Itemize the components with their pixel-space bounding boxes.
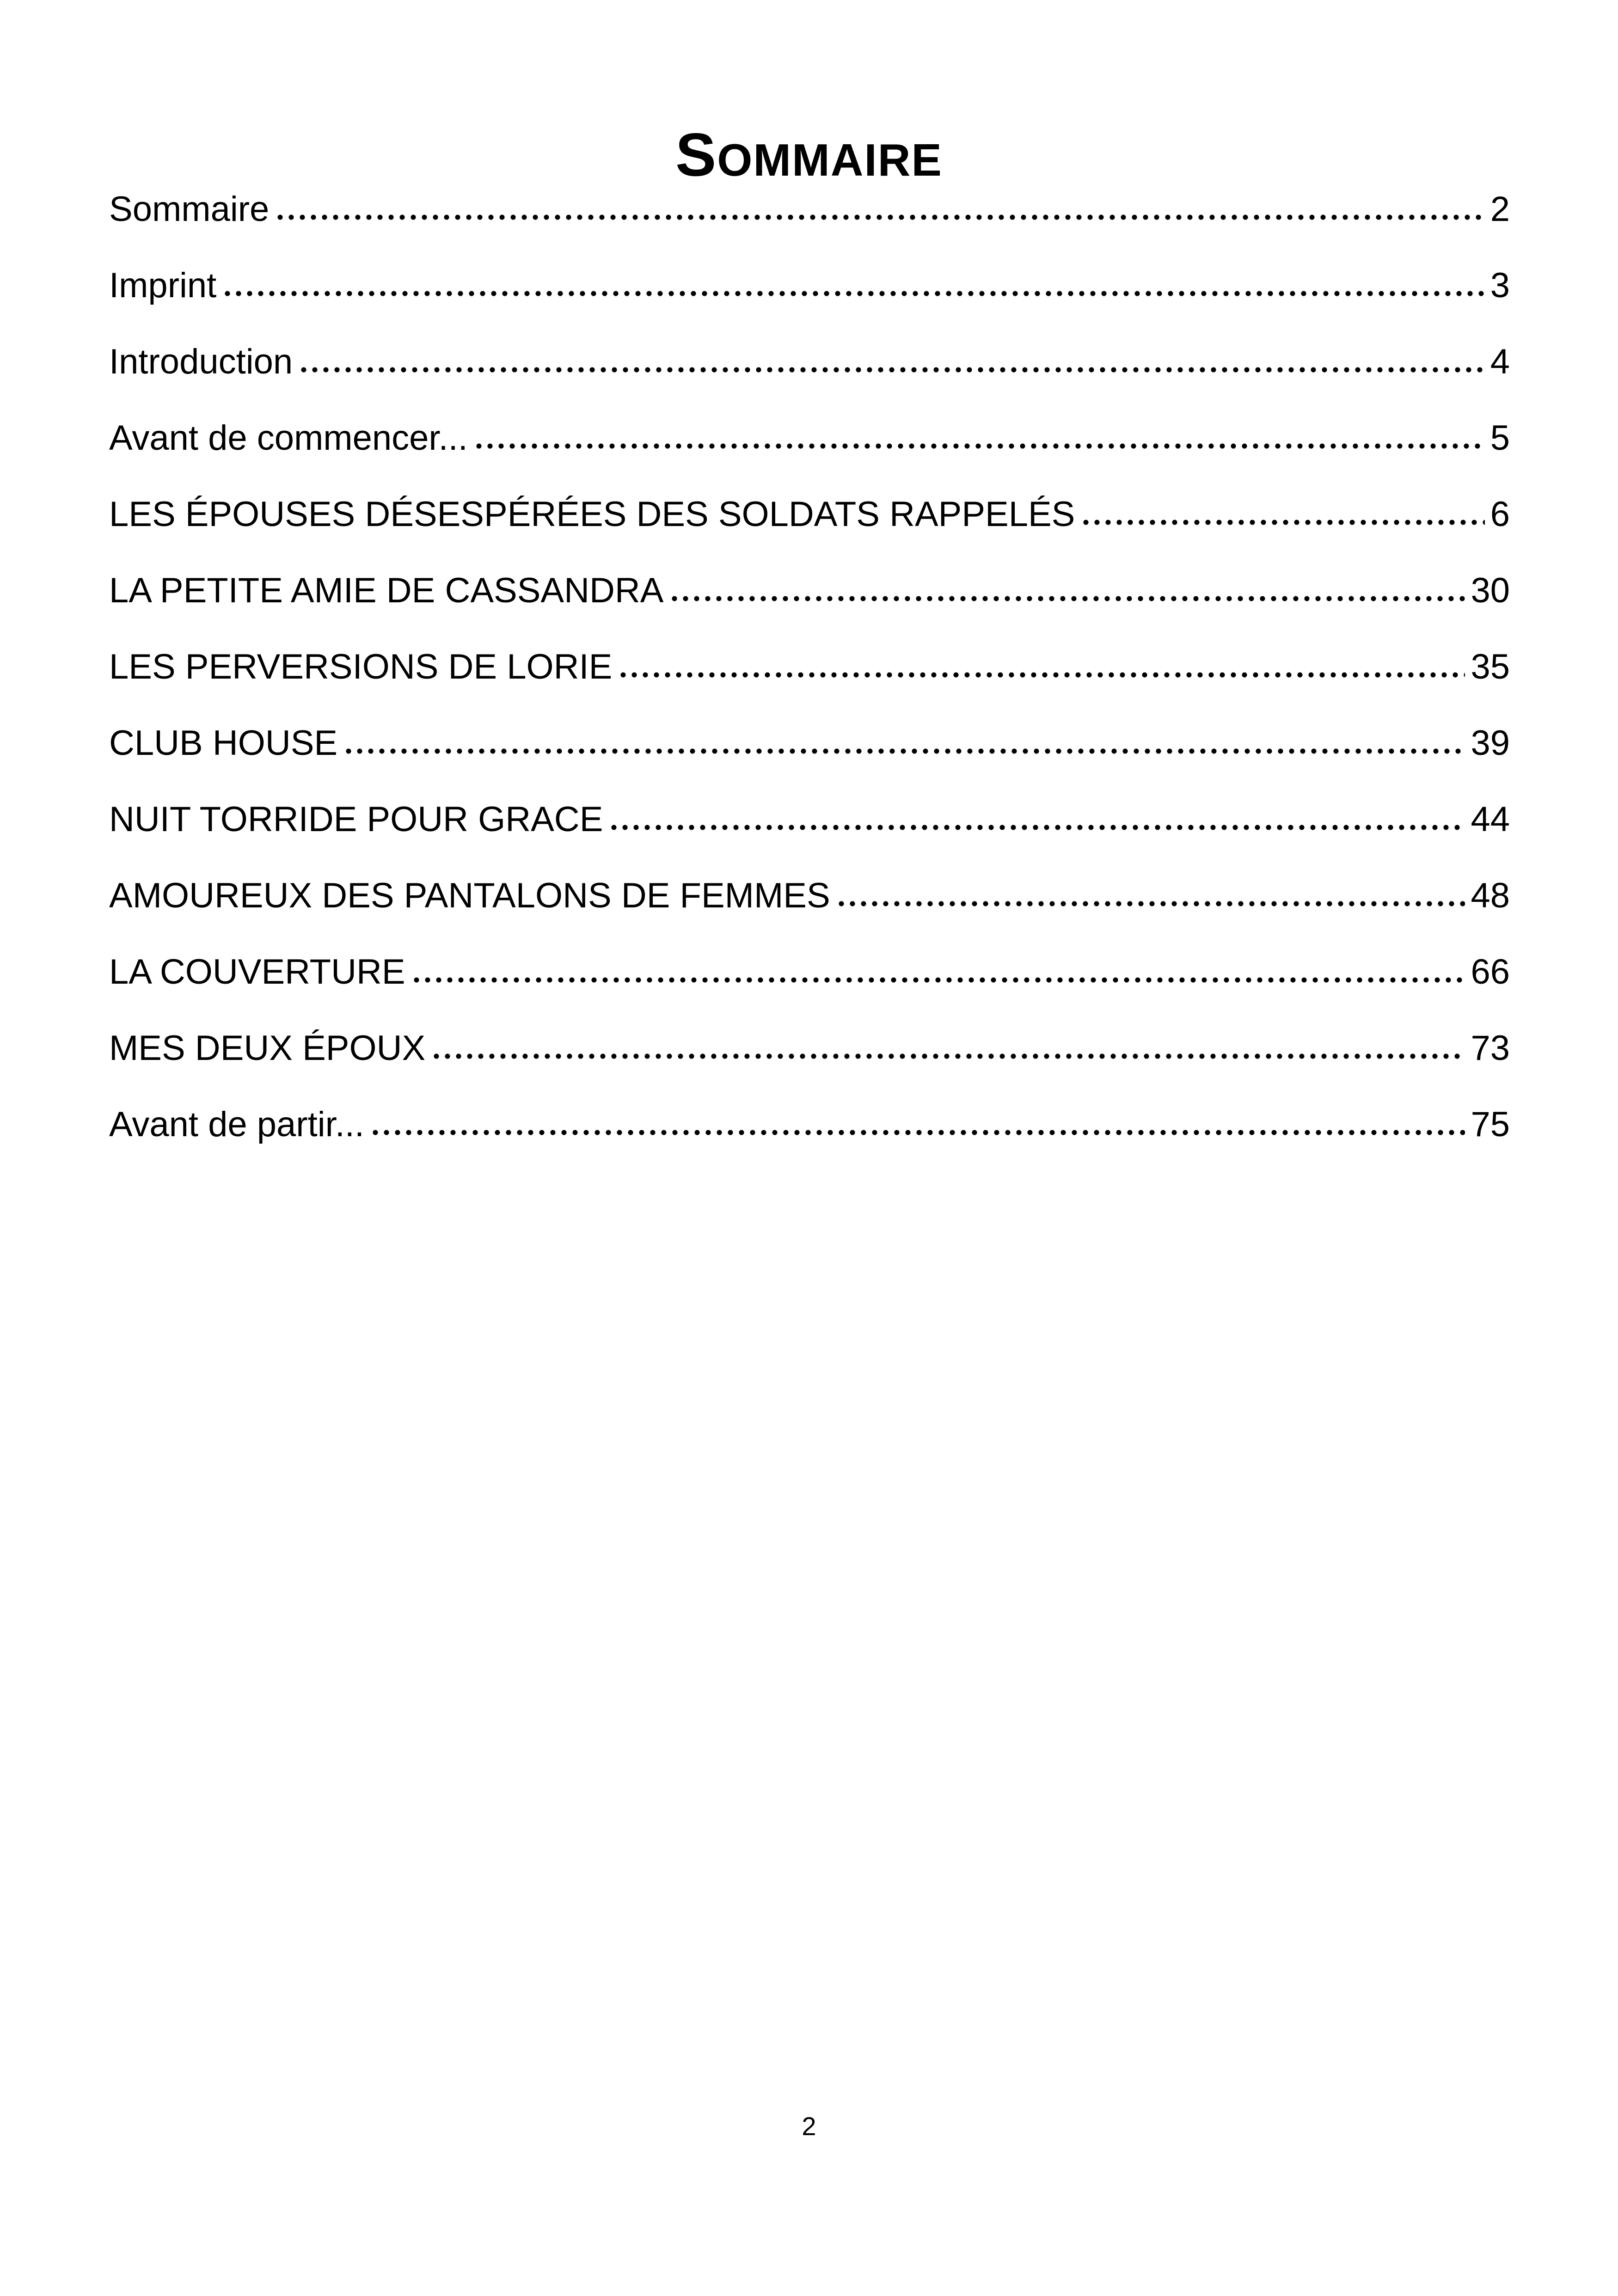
toc-dot-leader [1080,519,1484,526]
toc-entry[interactable] [109,413,1510,489]
toc-entry-label: Avant de commencer... [109,418,468,458]
toc-entry-page: 75 [1471,1105,1510,1144]
page-title-rest: OMMAIRE [717,135,943,186]
toc-entry-page: 6 [1490,495,1510,534]
toc-dot-leader [669,595,1465,602]
toc-dot-leader [608,824,1465,831]
toc-entry[interactable] [109,794,1510,870]
toc-dot-leader [275,214,1484,221]
toc-entry[interactable] [109,489,1510,565]
page-title [0,122,1618,192]
toc-entry[interactable] [109,642,1510,718]
toc-entry-label: MES DEUX ÉPOUX [109,1029,426,1068]
toc-entry-label: LA PETITE AMIE DE CASSANDRA [109,571,664,610]
toc-entry-page: 35 [1471,647,1510,686]
toc-entry[interactable] [109,947,1510,1023]
page-title-initial: S [675,121,717,189]
toc-entry[interactable] [109,337,1510,413]
toc-entry-page: 66 [1471,952,1510,992]
toc-entry-label: LES ÉPOUSES DÉSESPÉRÉES DES SOLDATS RAPPELÉS [109,495,1075,534]
toc-dot-leader [222,290,1484,297]
toc-dot-leader [343,747,1465,755]
toc-entry[interactable] [109,870,1510,947]
toc-entry-label: AMOUREUX DES PANTALONS DE FEMMES [109,876,830,915]
toc-entry-page: 2 [1490,190,1510,229]
toc-entry-page: 44 [1471,800,1510,839]
toc-entry-page: 5 [1490,418,1510,458]
toc-entry-label: Sommaire [109,190,270,229]
toc-entry-label: NUIT TORRIDE POUR GRACE [109,800,603,839]
toc-dot-leader [411,976,1465,984]
toc-entry-label: Avant de partir... [109,1105,365,1144]
toc-dot-leader [836,900,1465,907]
toc-entry[interactable] [109,184,1510,260]
toc-entry-page: 73 [1471,1029,1510,1068]
toc-dot-leader [473,442,1485,450]
toc-entry-label: Introduction [109,342,293,381]
toc-entry-label: Imprint [109,266,217,305]
toc-entry-page: 39 [1471,723,1510,763]
toc-entry[interactable] [109,718,1510,794]
toc-entry-page: 4 [1490,342,1510,381]
toc-dot-leader [298,366,1485,373]
page-number: 2 [802,2112,816,2141]
toc-entry[interactable] [109,1023,1510,1099]
toc-entry-page: 30 [1471,571,1510,610]
table-of-contents [109,184,1510,1176]
toc-entry-label: CLUB HOUSE [109,723,338,763]
toc-entry-page: 48 [1471,876,1510,915]
toc-dot-leader [431,1053,1465,1060]
toc-entry[interactable] [109,565,1510,642]
toc-entry[interactable] [109,1099,1510,1176]
toc-entry[interactable] [109,260,1510,337]
toc-entry-label: LA COUVERTURE [109,952,405,992]
toc-entry-page: 3 [1490,266,1510,305]
toc-entry-label: LES PERVERSIONS DE LORIE [109,647,613,686]
toc-dot-leader [370,1129,1465,1136]
toc-dot-leader [618,671,1465,679]
